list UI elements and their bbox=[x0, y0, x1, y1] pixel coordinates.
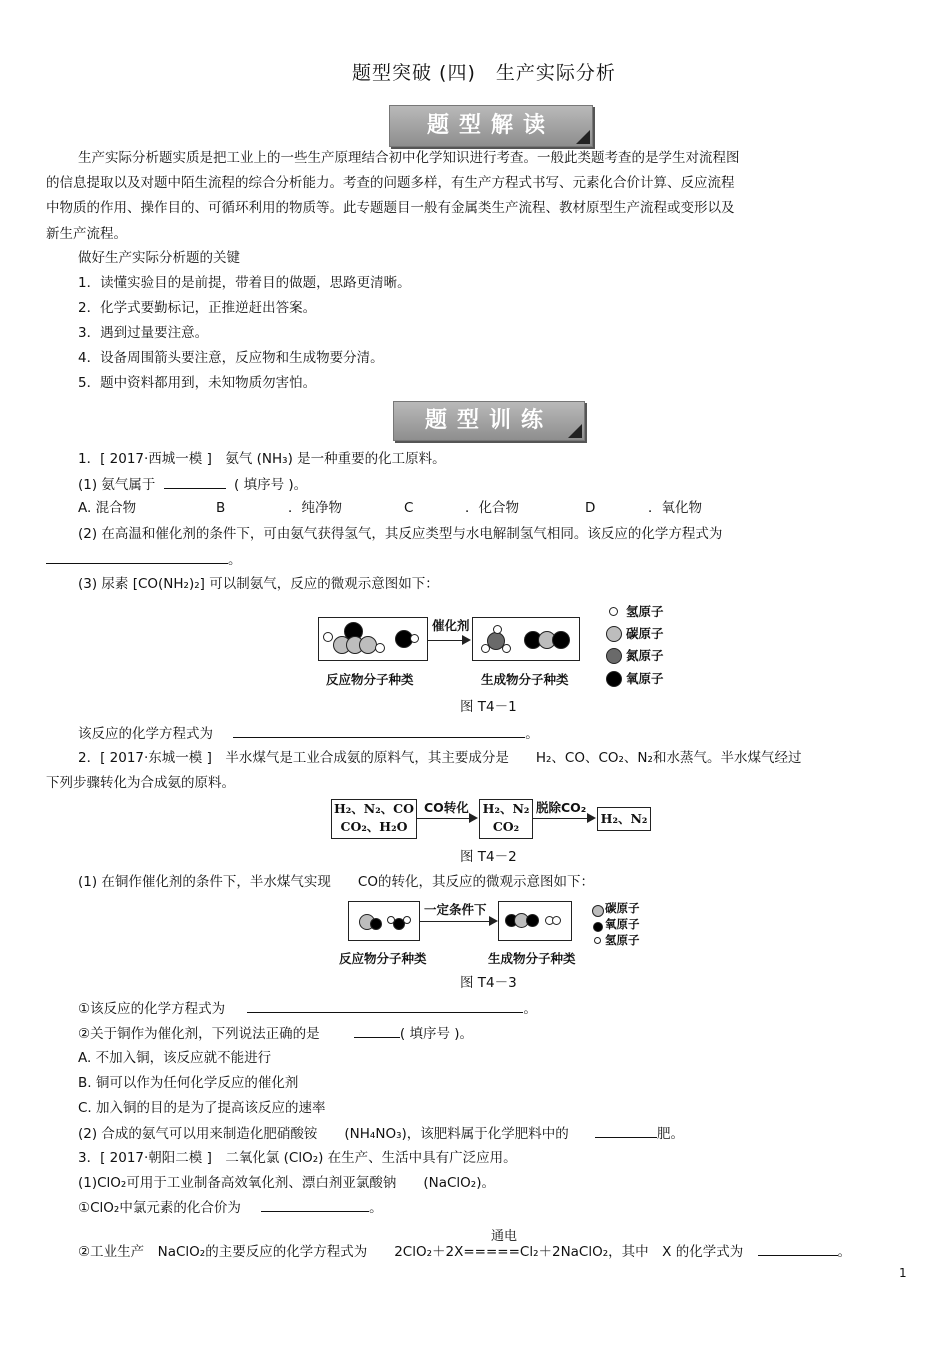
hydrogen-atom-icon bbox=[410, 634, 419, 643]
flow-box-mid bbox=[479, 799, 533, 839]
arrow-head-icon bbox=[469, 813, 478, 823]
q1-stem: 1．[ 2017·西城一模 ] 氨气 (NH₃) 是一种重要的化工原料。 bbox=[78, 451, 446, 467]
q1-opt-d: ．氧化物 bbox=[648, 500, 702, 516]
condition-label: 一定条件下 bbox=[424, 902, 487, 917]
q2-part1: (1) 在铜作催化剂的条件下，半水煤气实现 CO的转化，其反应的微观示意图如下： bbox=[78, 874, 594, 890]
key-item: 1．读懂实验目的是前提，带着目的做题，思路更清晰。 bbox=[78, 275, 411, 291]
catalyst-label: 催化剂 bbox=[432, 618, 470, 633]
key-item: 3．遇到过量要注意。 bbox=[78, 325, 209, 341]
reactant-box bbox=[348, 901, 420, 941]
answer-blank[interactable] bbox=[595, 1125, 657, 1138]
intro-line-2: 的信息提取以及对题中陌生流程的综合分析能力。考查的问题多样，有生产方程式书写、元素化合价计算、反应流程 bbox=[46, 175, 735, 191]
legend-hydrogen: 氢原子 bbox=[605, 933, 640, 947]
oxygen-legend-icon bbox=[606, 671, 622, 687]
arrow-head-icon bbox=[489, 916, 498, 926]
flow-box-final: H₂、N₂ bbox=[597, 807, 651, 831]
q2-sub2-end: ( 填序号 )。 bbox=[399, 1026, 474, 1042]
flow-arrow-2 bbox=[533, 818, 587, 819]
q1-opt-a: A. 混合物 bbox=[78, 500, 137, 516]
carbon-legend-icon bbox=[606, 626, 622, 642]
hydrogen-atom-icon bbox=[493, 625, 502, 634]
banner-corner-icon bbox=[576, 130, 590, 144]
legend-carbon: 碳原子 bbox=[626, 626, 664, 641]
answer-blank[interactable] bbox=[354, 1025, 400, 1038]
flow-arrow-1 bbox=[417, 818, 469, 819]
q3-sub1-end: 。 bbox=[369, 1200, 383, 1216]
q2-opt-c: C. 加入铜的目的是为了提高该反应的速率 bbox=[78, 1100, 326, 1116]
q2-stem-1: 2．[ 2017·东城一模 ] 半水煤气是工业合成氨的原料气，其主要成分是 H₂、CO、CO₂、N₂和水蒸气。半水煤气经过 bbox=[78, 750, 802, 766]
q1-part2-end: 。 bbox=[228, 552, 242, 568]
answer-blank[interactable] bbox=[758, 1243, 838, 1256]
q1-part2-answer bbox=[46, 551, 242, 568]
q1-opt-b-letter: B bbox=[216, 500, 226, 516]
product-caption: 生成物分子种类 bbox=[481, 672, 569, 687]
key-item: 2．化学式要勤标记，正推逆赶出答案。 bbox=[78, 300, 317, 316]
figure-label: 图 T4－1 bbox=[460, 699, 517, 715]
q2-part2 bbox=[78, 1125, 684, 1142]
section-banner-train bbox=[393, 401, 585, 441]
hydrogen-atom-icon bbox=[502, 644, 511, 653]
answer-blank[interactable] bbox=[261, 1199, 369, 1212]
q3-sub2-end: 。 bbox=[837, 1244, 851, 1260]
hydrogen-legend-icon bbox=[594, 937, 601, 944]
q1-equation-prompt bbox=[78, 725, 539, 742]
electrolysis-condition: 通电 bbox=[491, 1229, 518, 1244]
q2-sub1 bbox=[78, 1000, 537, 1017]
legend-nitrogen: 氮原子 bbox=[626, 648, 664, 663]
banner-train-label: 题型训练 bbox=[424, 408, 553, 433]
oxygen-atom-icon bbox=[526, 914, 539, 927]
q2-sub2-text: ②关于铜作为催化剂，下列说法正确的是 bbox=[78, 1026, 320, 1042]
product-box bbox=[498, 901, 572, 941]
flow-box-raw-line1: H₂、N₂、CO bbox=[333, 801, 415, 816]
q3-sub1 bbox=[78, 1199, 383, 1216]
key-item: 5．题中资料都用到，未知物质勿害怕。 bbox=[78, 375, 317, 391]
arrow-head-icon bbox=[587, 813, 596, 823]
q3-sub1-text: ①ClO₂中氯元素的化合价为 bbox=[78, 1200, 241, 1216]
reaction-arrow bbox=[419, 921, 489, 922]
intro-line-4: 新生产流程。 bbox=[46, 226, 127, 242]
q2-part2-end: 肥。 bbox=[657, 1126, 685, 1142]
flow-box-mid-line1: H₂、N₂ bbox=[482, 801, 530, 816]
legend-hydrogen: 氢原子 bbox=[626, 604, 664, 619]
section-banner-read bbox=[389, 105, 593, 147]
legend-carbon: 碳原子 bbox=[605, 901, 640, 915]
keys-title: 做好生产实际分析题的关键 bbox=[78, 250, 240, 266]
product-box bbox=[472, 617, 580, 661]
q1-part2: (2) 在高温和催化剂的条件下，可由氨气获得氢气，其反应类型与水电解制氢气相同。该反应的化学方程式为 bbox=[78, 526, 723, 542]
q2-sub2 bbox=[78, 1025, 473, 1042]
q1-part1-text: (1) 氨气属于 bbox=[78, 477, 156, 493]
oxygen-legend-icon bbox=[593, 922, 603, 932]
page-number: 1 bbox=[899, 1266, 907, 1280]
banner-read-label: 题型解读 bbox=[426, 113, 555, 138]
arrow-head-icon bbox=[462, 635, 471, 645]
legend-oxygen: 氧原子 bbox=[626, 671, 664, 686]
answer-blank[interactable] bbox=[46, 551, 228, 564]
answer-blank[interactable] bbox=[233, 725, 525, 738]
q2-sub1-text: ①该反应的化学方程式为 bbox=[78, 1001, 226, 1017]
hydrogen-atom-icon bbox=[375, 643, 385, 653]
q2-opt-b: B. 铜可以作为任何化学反应的催化剂 bbox=[78, 1075, 299, 1091]
product-caption: 生成物分子种类 bbox=[488, 951, 576, 966]
reactant-box bbox=[318, 617, 428, 661]
q2-sub1-end: 。 bbox=[523, 1001, 537, 1017]
q2-stem-2: 下列步骤转化为合成氨的原料。 bbox=[46, 775, 235, 791]
legend-oxygen: 氧原子 bbox=[605, 917, 640, 931]
q1-part3: (3) 尿素 [CO(NH₂)₂] 可以制氨气，反应的微观示意图如下： bbox=[78, 576, 439, 592]
flow-box-mid-line2: CO₂ bbox=[492, 818, 520, 834]
reactant-caption: 反应物分子种类 bbox=[326, 672, 414, 687]
figure-label: 图 T4－2 bbox=[460, 849, 517, 865]
q3-part1: (1)ClO₂可用于工业制备高效氧化剂、漂白剂亚氯酸钠 (NaClO₂)。 bbox=[78, 1175, 495, 1191]
flow-box-raw-line2: CO₂、H₂O bbox=[340, 818, 408, 834]
answer-blank[interactable] bbox=[164, 476, 226, 489]
q1-opt-b: ．纯净物 bbox=[288, 500, 342, 516]
q1-equation-text: 该反应的化学方程式为 bbox=[78, 726, 213, 742]
reactant-caption: 反应物分子种类 bbox=[339, 951, 427, 966]
q1-opt-d-letter: D bbox=[585, 500, 596, 516]
page-title: 题型突破 (四) 生产实际分析 bbox=[352, 62, 616, 84]
hydrogen-atom-icon bbox=[481, 644, 490, 653]
q3-sub2-text: ②工业生产 NaClO₂的主要反应的化学方程式为 2ClO₂＋2X=====Cl₂＋2NaClO₂，其中 X 的化学式为 bbox=[78, 1244, 744, 1260]
oxygen-atom-icon bbox=[552, 631, 570, 649]
hydrogen-atom-icon bbox=[403, 916, 411, 924]
hydrogen-legend-icon bbox=[609, 607, 618, 616]
nitrogen-atom-icon bbox=[359, 636, 377, 654]
banner-corner-icon bbox=[568, 424, 582, 438]
flow-step2-label: 脱除CO₂ bbox=[536, 800, 587, 815]
figure-label: 图 T4－3 bbox=[460, 975, 517, 991]
oxygen-atom-icon bbox=[370, 918, 382, 930]
q3-stem: 3．[ 2017·朝阳二模 ] 二氧化氯 (ClO₂) 在生产、生活中具有广泛应用。 bbox=[78, 1150, 517, 1166]
intro-line-3: 中物质的作用、操作目的、可循环利用的物质等。此专题题目一般有金属类生产流程、教材原型生产流程或变形以及 bbox=[46, 200, 735, 216]
q2-part2-text: (2) 合成的氨气可以用来制造化肥硝酸铵 (NH₄NO₃)，该肥料属于化学肥料中的 bbox=[78, 1126, 569, 1142]
hydrogen-atom-icon bbox=[323, 632, 333, 642]
q1-opt-c-letter: C bbox=[404, 500, 414, 516]
q2-opt-a: A. 不加入铜，该反应就不能进行 bbox=[78, 1050, 272, 1066]
intro-line-1: 生产实际分析题实质是把工业上的一些生产原理结合初中化学知识进行考查。一般此类题考查的是学生对流程图 bbox=[78, 150, 740, 166]
flow-step1-label: CO转化 bbox=[424, 800, 469, 815]
key-item: 4．设备周围箭头要注意，反应物和生成物要分清。 bbox=[78, 350, 384, 366]
carbon-legend-icon bbox=[592, 905, 604, 917]
flow-box-raw bbox=[331, 799, 417, 839]
q3-sub2 bbox=[78, 1243, 851, 1260]
answer-blank[interactable] bbox=[247, 1000, 523, 1013]
hydrogen-atom-icon bbox=[387, 916, 395, 924]
hydrogen-atom-icon bbox=[552, 916, 561, 925]
q1-part1 bbox=[78, 476, 307, 493]
q1-equation-end: 。 bbox=[525, 726, 539, 742]
reaction-arrow bbox=[427, 640, 463, 641]
q1-opt-c: ．化合物 bbox=[465, 500, 519, 516]
nitrogen-legend-icon bbox=[606, 648, 622, 664]
q1-part1-end: ( 填序号 )。 bbox=[234, 477, 308, 493]
